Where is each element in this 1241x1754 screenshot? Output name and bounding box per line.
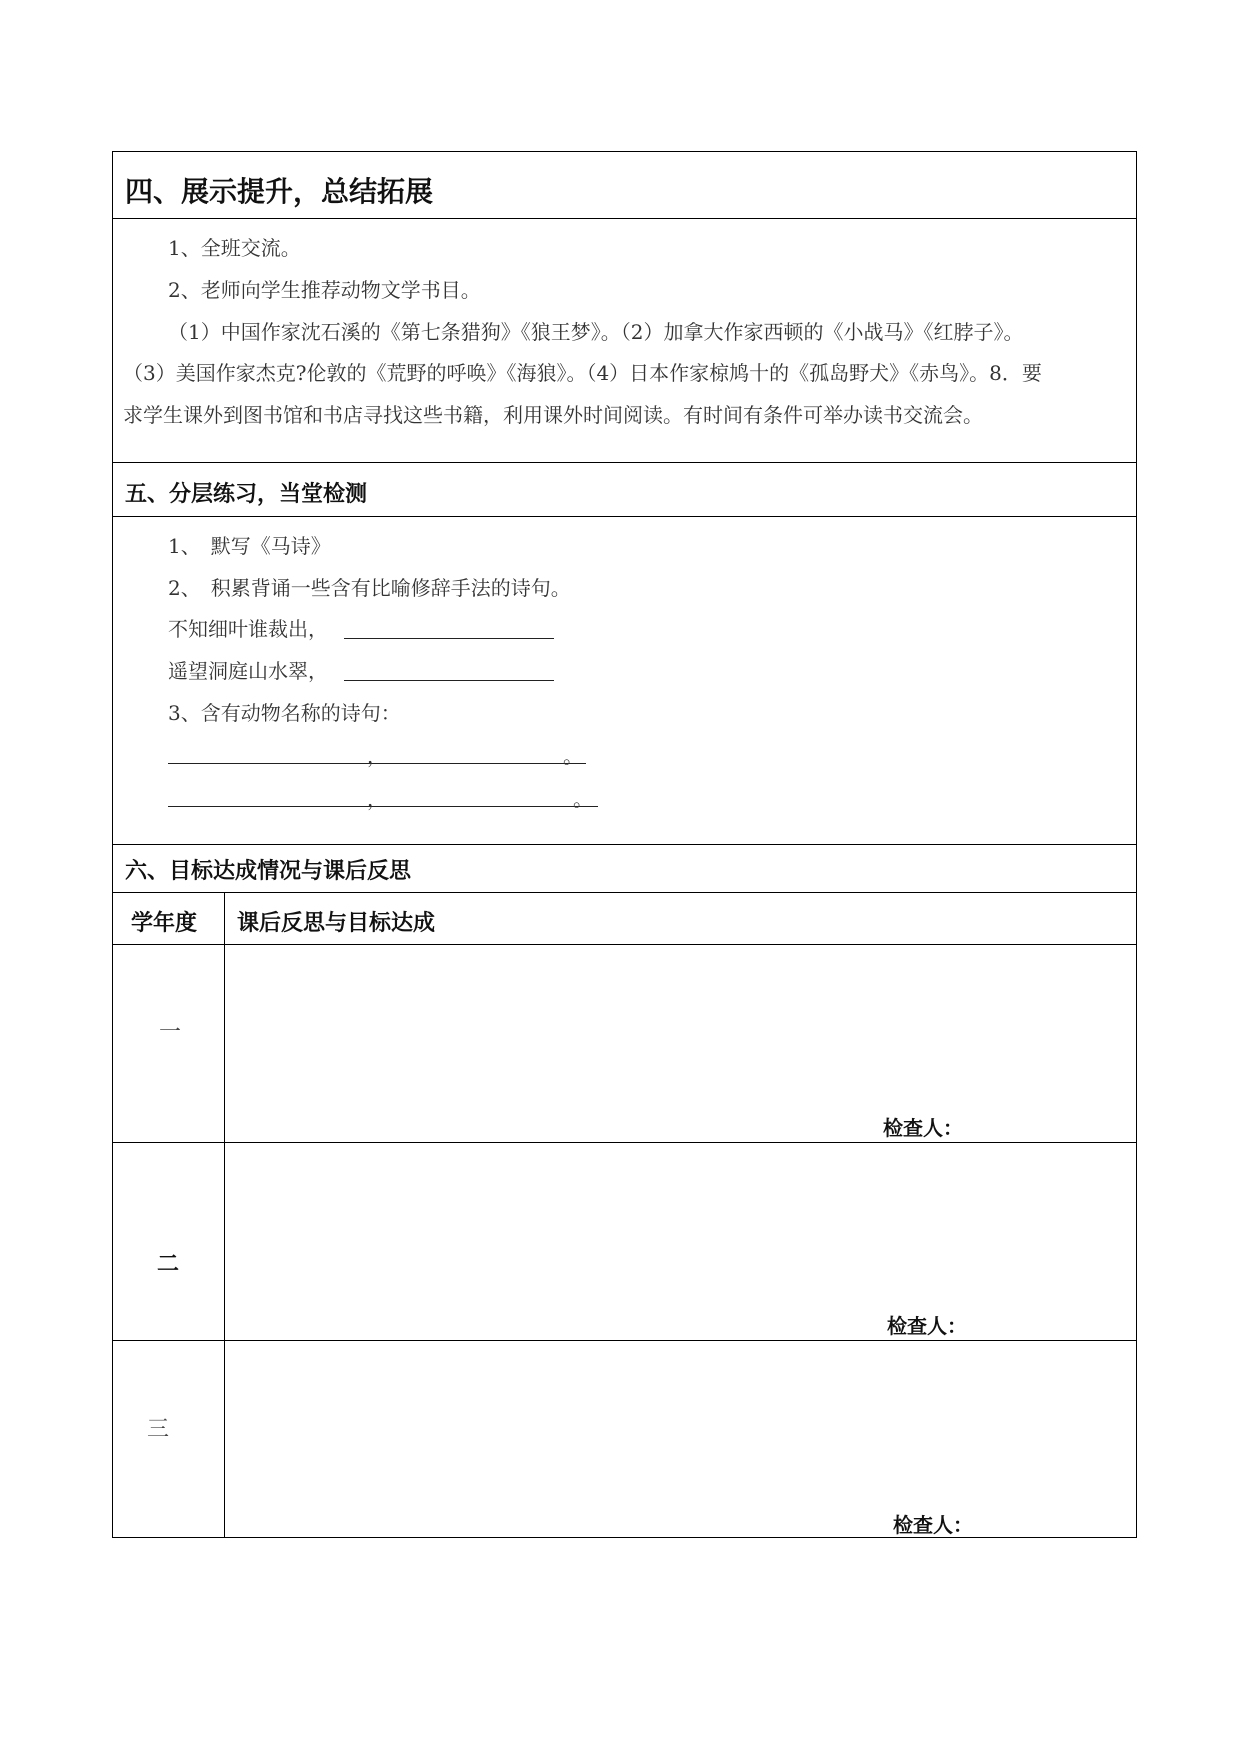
section5-item-1: 1、 默写《马诗》 bbox=[168, 534, 331, 558]
year-label-1: 一 bbox=[159, 1020, 182, 1045]
section4-paragraph-line-1: （1）中国作家沈石溪的《第七条猎狗》《狼王梦》。（2）加拿大作家西顿的《小战马》《红脖子》。 bbox=[168, 320, 1024, 344]
section5-item-3: 3、含有动物名称的诗句： bbox=[168, 701, 401, 725]
section5-item-2: 2、 积累背诵一些含有比喻修辞手法的诗句。 bbox=[168, 576, 571, 600]
divider bbox=[113, 944, 1136, 945]
year-label-3: 三 bbox=[147, 1417, 170, 1442]
period: 。 bbox=[563, 744, 583, 768]
section4-item-1: 1、全班交流。 bbox=[168, 236, 301, 260]
divider bbox=[113, 892, 1136, 893]
section4-title: 四、展示提升，总结拓展 bbox=[125, 175, 434, 208]
comma: ， bbox=[367, 744, 387, 768]
divider bbox=[113, 516, 1136, 517]
period: 。 bbox=[573, 787, 593, 811]
lesson-plan-table bbox=[112, 151, 1137, 1538]
section5-title: 五、分层练习，当堂检测 bbox=[125, 482, 368, 507]
section4-item-2: 2、老师向学生推荐动物文学书目。 bbox=[168, 278, 481, 302]
divider bbox=[113, 1142, 1136, 1143]
poem-prompt-1: 不知细叶谁裁出， bbox=[168, 617, 328, 641]
column-header-reflection: 课后反思与目标达成 bbox=[237, 911, 436, 936]
column-header-year: 学年度 bbox=[131, 911, 198, 936]
divider bbox=[113, 462, 1136, 463]
section4-paragraph-line-3: 求学生课外到图书馆和书店寻找这些书籍，利用课外时间阅读。有时间有条件可举办读书交流会。 bbox=[123, 403, 983, 427]
comma: ， bbox=[367, 787, 387, 811]
answer-blank-1[interactable] bbox=[344, 638, 554, 639]
poem-prompt-2: 遥望洞庭山水翠， bbox=[168, 659, 328, 683]
year-label-2: 二 bbox=[157, 1252, 180, 1277]
answer-blank-2[interactable] bbox=[344, 680, 554, 681]
divider bbox=[113, 844, 1136, 845]
checker-label-3: 检查人： bbox=[893, 1513, 973, 1537]
section6-title: 六、目标达成情况与课后反思 bbox=[125, 859, 412, 884]
checker-label-2: 检查人： bbox=[887, 1314, 967, 1338]
divider bbox=[113, 218, 1136, 219]
section4-paragraph-line-2: （3）美国作家杰克?伦敦的《荒野的呼唤》《海狼》。（4）日本作家椋鸠十的《孤岛野犬》《赤鸟》。8．要 bbox=[123, 361, 1042, 385]
checker-label-1: 检查人： bbox=[883, 1116, 963, 1140]
divider bbox=[113, 1340, 1136, 1341]
column-divider bbox=[224, 892, 225, 1538]
